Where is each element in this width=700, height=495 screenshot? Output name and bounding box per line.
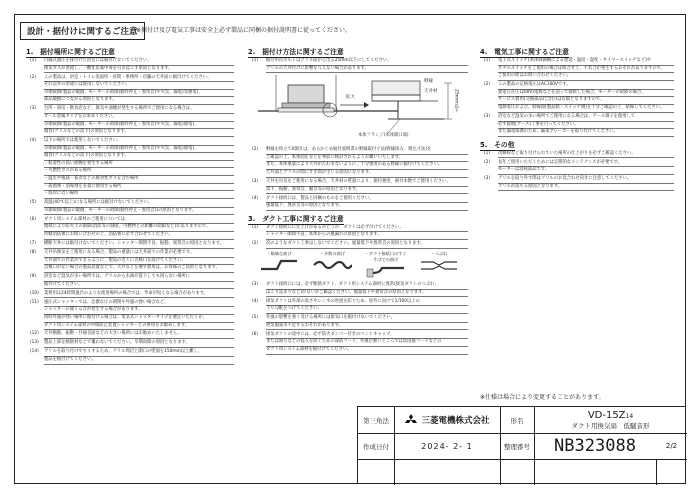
item-text-line: ダクト接続口に仕上げがあるかどうか、ダクトは必ず付けてください。 [266,225,468,233]
list-item [248,282,470,297]
list-item [248,58,470,73]
item-number: (1) [252,224,259,230]
fan-body-shape [288,85,324,103]
item-text-line: ・粘着性の高い油煙を発生する場所 [44,161,234,169]
label-flange: 本体フランジ(本体開口部) [358,133,409,139]
item-text-line: 据付用吊ボルトはグリル面から出る25mm以下にしてください。 [266,58,468,66]
sharp-bend-icon [259,259,299,271]
item-text-line: グリルを取り外す際はグリルのお見合わせ向きに注意してください。 [498,176,674,184]
item-text-line: ダクト用システム部材のご使用については、 [44,217,234,225]
item-text-line: この製品の定格電圧はAC100Vです。 [498,82,674,90]
item-number: (14) [30,349,39,355]
safety-note: ※据付け及び電気工事は安全上必ず製品に同梱の据付説明書に従ってください。 [136,27,352,34]
list-item [26,200,236,215]
item-text-line: 天井断熱、振動・共通音面などの大きい場所にはお勧めいたしません。 [44,331,234,339]
item-text-line: 同時外風が強い場所に据付ける場合は、電気式シャッタータイプを選定いただくか、 [44,315,234,323]
mitsubishi-logo-icon [404,414,418,426]
item-number: (6) [30,216,37,222]
crushed-duct-icon [419,259,459,271]
item-text-line: ご使用の際はお問い合わせください。 [498,73,674,81]
item-text-line: 風量低下、異常音等の原因となります。 [266,203,468,211]
list-item [248,196,470,211]
list-item [26,340,236,348]
item-number: (2) [252,147,259,153]
section5-heading: 5. その他 [480,140,515,149]
item-text-line: オール金属タイプをお求めください。 [44,114,234,122]
item-number: (2) [484,159,491,165]
section2-items-bottom [248,147,470,211]
date-value: 2024- 2- 1 [421,441,473,451]
item-text-line: 早期故障(製品の破損、モーターの故障(動作停止・異常音)や火災、漏電)等感電)、 [44,90,234,98]
item-text-line: 電子式スイッチ(本体制御機による遅延・温度・湿度・タイマースイッチなど)や [498,58,674,66]
item-text-line: また漏電保護のため、漏電ブレーカーを取り付けてください。 [498,129,674,137]
item-text-line: 天井を吊気をご使用になる場合、天井材の質量により、据付強度、耐付本数でご使用ください。 [266,179,468,187]
item-text-line: シャッターの開くる音が発生する場合があります。 [44,307,234,315]
item-text-line: 据付けてください。 [44,282,234,290]
item-text-line: 高温(40℃以上)になる場所には据付けないでください。 [44,200,234,208]
item-number: (1) [30,58,37,63]
item-text-line: 早期故障(製品の破損、モーターの故障(動作停止・異常音)や火災、漏電)感電)、 [44,122,234,130]
item-number: (5) [30,200,37,206]
item-text-line: ・温室や植栽・畜舎などの腐食性ガスを含む場所 [44,176,234,184]
item-text-line: 内蔵式風圧を排付けた浴室には据付けないでください。 [44,58,234,66]
item-text-line: 製品を据付けてください。 [44,357,234,365]
item-number: (3) [484,176,491,182]
item-text-line: グリルが落ちる原因となります。 [498,184,674,192]
item-text-line: 腐食(グリルなどの落下)の原因となります。 [44,153,234,161]
item-number: (9) [30,274,37,280]
item-text-line: ・可燃性ガスがある場所 [44,168,234,176]
list-item [248,241,470,249]
section4-heading: 4. 電気工事に関するご注意 [480,48,569,56]
item-text-line: 天井面とグリルの間にすき間が生じる原因になります。 [266,170,468,178]
list-item [480,151,676,159]
column-3 [480,48,676,193]
item-text-line: シャッター開閉不良、本体からの風漏れの原因となります。 [266,232,468,240]
list-item [26,274,236,289]
list-item [26,106,236,136]
section2-items-top [248,58,470,73]
item-text-line: ダクト接続口は、製品と同梱のものをご使用ください。 [266,196,468,204]
item-text-line: グリルを取り付けやすくするため、グリル周辺と開口の壁面を150mm以上離し、 [44,349,234,357]
item-text-line: 電源電圧および、結線図(製品銘・スイッチ側)を十分ご確認の上、結線してください。 [498,105,674,113]
list-item [248,225,470,240]
item-text-line: それ以外の用途には使用しないでください。 [44,82,234,90]
document-number: NB323088 [554,436,636,456]
item-number: (1) [484,58,491,63]
item-number: (1) [484,150,491,156]
page-title: 設計・据付けに関するご注意 [20,22,145,40]
list-item [26,58,236,73]
item-text-line: 改修時など取り付けられていた場所の仕上がりを必ずご確認ください。 [498,151,674,159]
item-number: (7) [30,241,37,246]
item-text-line: 長年ご使用いただくためには定期的なメンテナンスが必要です。 [498,160,674,168]
item-number: (4) [252,195,259,201]
item-text-line: 天井面での作業ができるように、製品の近くに点検口を設けてください。 [44,258,234,266]
item-text-line: 地域により防火上の制限(消防等の制限、可燃物との距離の制限など)がありますので、 [44,224,234,232]
item-text-line: 野縁を結立て0開きは、あらかじめ据付説明書の野縁取付寸法(野縁組み、埋込寸法)を [266,147,468,155]
item-text-line: 早期故障(製品の破損、モーターの故障(動作停止・異常音)や火災、漏電)感電)、 [44,146,234,154]
section3-heading: 3. ダクト工事に関するご注意 [248,214,344,223]
model-description: ダクト用換気扇 低騒音形 [571,422,650,430]
item-text-line: 所轄消防署にお問い合わせの上、消防署に必ず合わせてください。 [44,232,234,240]
list-item [26,217,236,240]
item-number: (4) [30,138,37,144]
item-number: (5) [252,315,259,321]
name-label: 形名 [510,416,524,425]
section5-items [480,151,676,192]
item-text-line: 台所・厨房・飲食店など、換気や油煙が発生する場所でご使用になる場合は、 [44,106,234,114]
list-item [248,332,470,355]
grille-shape [278,108,334,112]
list-item [26,75,236,105]
item-number: (12) [30,331,39,337]
item-text-line: この製品は、浴室・トイレ洗面所・居間・事務所・店舗の天井面に据付けてください。 [44,75,234,83]
item-number: (3) [484,113,491,119]
item-text-line: ご確認の上、本体固定などを事前に検討されるようお願いいたします。 [266,155,468,163]
item-text-line: 排気ダクトの途中には、必ず防火ダンパー付きのベントキャップ、 [266,332,468,340]
duct-example-crushed: ・つぶれ [416,251,462,278]
item-text-line: 早期故障(製品の破損、モーターの故障(動作停止・異常音))の原因となります。 [44,208,234,216]
item-text-line: 排気ガスが逆流し、一酸化炭素中毒を引き起こす原因となります。 [44,66,234,74]
item-number: (1) [252,58,259,63]
list-item [26,349,236,364]
title-block [357,406,686,484]
section1-items [26,58,236,365]
list-item [26,241,236,249]
item-text-line: 浴室など湿気が多い場所では、グリルから水滴が落下しても困らない場所に [44,274,234,282]
item-text-line: ・海岸に近い場所 [44,191,234,199]
list-item [248,147,470,177]
item-text-line: グリルの天井付けに影響を与えない場合があります。 [266,66,468,74]
near-bend-icon [366,266,406,278]
list-item [480,176,676,191]
duct-example-sharp-bend: ・極端な曲げ [256,251,302,278]
list-item [26,331,236,339]
item-text-line: または両方などの侵入を防ぐための深防フード、外風が強いところでは防雨風フードなどの [266,339,468,347]
many-bends-icon [312,259,352,271]
item-number: (8) [30,249,37,255]
item-number: (2) [484,82,491,88]
section1-heading: 1. 据付場所に関するご注意 [26,48,115,56]
item-number: (2) [30,74,37,80]
item-text-line: 下り勾配をつけてください。 [266,306,468,314]
item-text-line: ダクト用システム部材を据付けてください。 [266,347,468,355]
item-text-line: 風圧式シャッターでは、急激な圧の閉閉や外風の強い場合など、 [44,300,234,308]
list-item [480,58,676,81]
item-text-line: 逆気風量等不足するおそれがあります。 [266,323,468,331]
item-number: (11) [30,299,39,305]
duct-examples [248,251,470,278]
list-item [480,114,676,137]
docno-label: 整理番号 [504,442,530,451]
model-number: VD-15Z14 [587,410,634,421]
column-2 [248,48,470,356]
maker-name: 三菱電機株式会社 [394,407,500,433]
item-text-line: 天井吊換気をご使用になる場合、製品の重量には天井面での作業が必要です。 [44,250,234,258]
duct-example-many-bends: ・多数の曲げ [309,251,355,278]
list-item [26,138,236,199]
item-text-line: また、本体重量により天井がたわまないように、十分強度のある野縁に据付けてください。 [266,162,468,170]
section4-items [480,58,676,137]
item-number: (6) [252,331,259,337]
item-text-line: 以下の場所では使用しないでください。 [44,138,234,146]
label-dimension: 25mm以下 [453,89,459,113]
item-text-line: モーターは消耗部品です。 [498,167,674,175]
item-number: (3) [252,282,259,288]
label-tenjo: 天井材 [424,89,438,95]
label-kakudai: 拡大 [346,95,355,101]
item-text-line: 次のようなダクト工事はしないでください。風量低下や異常音の原因となります。 [266,241,468,249]
item-text-line: 製品上部を断熱材などで覆わないでください。早期故障の原因となります。 [44,340,234,348]
item-text-line: 業務用は24時間風呂のような使用場所の場合では、寿命が短くなる場合があります。 [44,291,234,299]
mounting-diagram [248,75,470,143]
item-text-line: 異電圧在圧(200V)電源などを誤って接続した場合、モーターの故障の場合、 [498,90,674,98]
list-item [248,315,470,330]
item-text-line: ・殺菌剤・消毒剤を多量に使用する場所 [44,184,234,192]
item-text-line: 横断天井には据付けないでください。シャッター開閉不良、振動、異常音の原因となります。 [44,241,234,249]
list-item [248,299,470,314]
item-number: (3) [30,106,37,112]
item-text-line: ほこり詰まりなど)がないかご確認ください。風量低下や異常音の原因となります。 [266,290,468,298]
column-1 [26,48,236,366]
duct-example-near-bend: ・ダクト接続口のすぐそばでの曲げ [363,251,409,278]
spec-change-note: ※仕様は場合により変更することがあります。 [480,394,605,401]
list-item [26,291,236,299]
section2-heading: 2. 据付け方法に関するご注意 [248,48,344,56]
list-item [480,82,676,112]
page-number: 2/2 [665,442,678,450]
date-label: 作成日付 [363,442,389,451]
item-number: (2) [252,241,259,247]
list-item [248,179,470,194]
model-cell [534,407,687,433]
item-text-line: 浴室など湿気の多い場所でご使用になる場合は、アース端子を使用して [498,114,674,122]
item-text-line: 部品破損につながる原因となります。 [44,97,234,105]
list-item [480,160,676,175]
item-text-line: 外風の影響を強く受ける場所には排気口を据付けないでください。 [266,315,468,323]
section3-items-bottom [248,282,470,355]
item-text-line: ホタルスイッチをご使用の場合は組合せ上、不具合が発生するおそれがありますので、 [498,66,674,74]
label-nodo: 野縁 [424,79,433,85]
item-number: (3) [252,178,259,184]
item-text-line: 点検口がない場合の製品設置などで、天井などを壊す費用は、お客様のご負担となります。 [44,265,234,273]
item-text-line: ダクト用システム部材の中間防止装置シャッターとの併用をお勧めします。 [44,323,234,331]
list-item [26,250,236,273]
item-text-line: ダクト接続口には、必ず断熱ダクト、ダクト用システム部材に異常(接気ダクトのつぶれ、 [266,282,468,290]
item-text-line: 排気ダクトは外部の高さやレン水の逆流を防ぐため、屋外に向けて1/100以上の [266,299,468,307]
third-angle-label: 第三角法 [363,416,389,425]
item-number: (4) [252,298,259,304]
item-number: (13) [30,340,39,346]
section3-items-top [248,225,470,249]
item-text-line: 落下、振動、異常音、騒音等の原因となります。 [266,187,468,195]
list-item [26,300,236,330]
item-text-line: 腐食(グリルなどの落下)の原因となります。 [44,129,234,137]
item-number: (10) [30,290,39,296]
item-text-line: 必ず接地(アース)工事を行ってください。 [498,122,674,130]
item-text-line: サービス費用(交換部品代含む)は有償となりますので、 [498,97,674,105]
